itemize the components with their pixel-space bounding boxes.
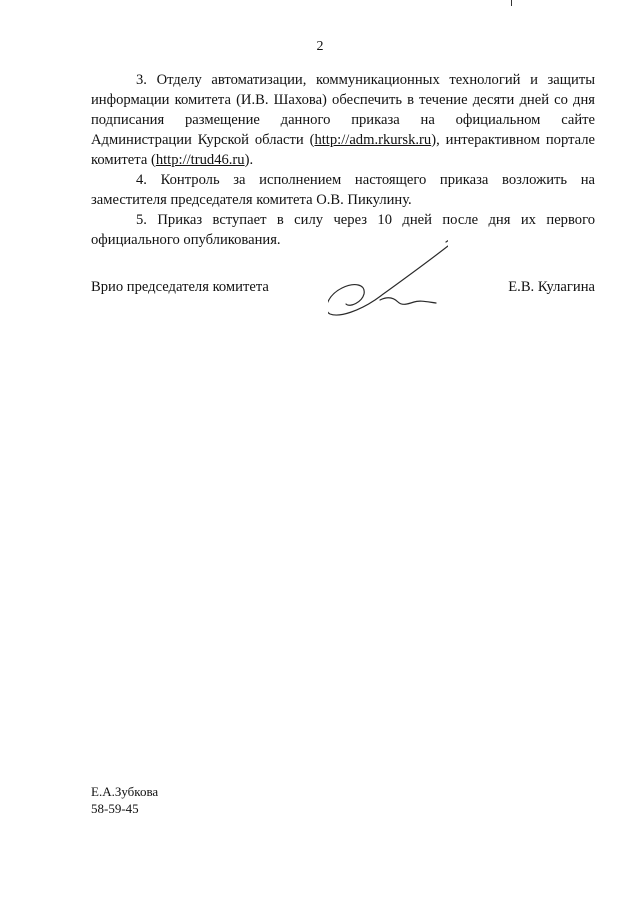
paragraph-text: ). bbox=[244, 152, 254, 168]
order-body bbox=[91, 70, 595, 250]
scan-mark bbox=[511, 0, 512, 6]
executor-info bbox=[91, 783, 158, 817]
paragraph-text: ), интерактивном портале комитета ( bbox=[91, 132, 595, 168]
executor-phone: 58-59-45 bbox=[91, 801, 139, 816]
url-link[interactable]: http://trud46.ru bbox=[155, 152, 245, 168]
paragraph-text: 3. Отделу автоматизации, коммуникационных технологий и защиты информации комитета (И.В. Шахова) обеспечить в течение десяти дней со дня подписания размещение данного приказа на официальном сайте Администрации Курской области ( bbox=[91, 72, 595, 148]
executor-name: Е.А.Зубкова bbox=[91, 784, 159, 799]
paragraph-text: 4. Контроль за исполнением настоящего приказа возложить на заместителя председателя комитета О.В. Пикулину. bbox=[91, 172, 595, 208]
paragraph-4 bbox=[91, 170, 595, 210]
handwritten-signature bbox=[328, 240, 448, 320]
signatory-name: Е.В. Кулагина bbox=[508, 279, 595, 295]
url-link[interactable]: http://adm.rkursk.ru bbox=[314, 132, 432, 148]
paragraph-text: 5. Приказ вступает в силу через 10 дней после дня их первого официального опубликования. bbox=[91, 212, 595, 248]
signatory-title: Врио председателя комитета bbox=[91, 279, 269, 295]
page-number: 2 bbox=[316, 39, 324, 54]
paragraph-3 bbox=[91, 70, 595, 170]
